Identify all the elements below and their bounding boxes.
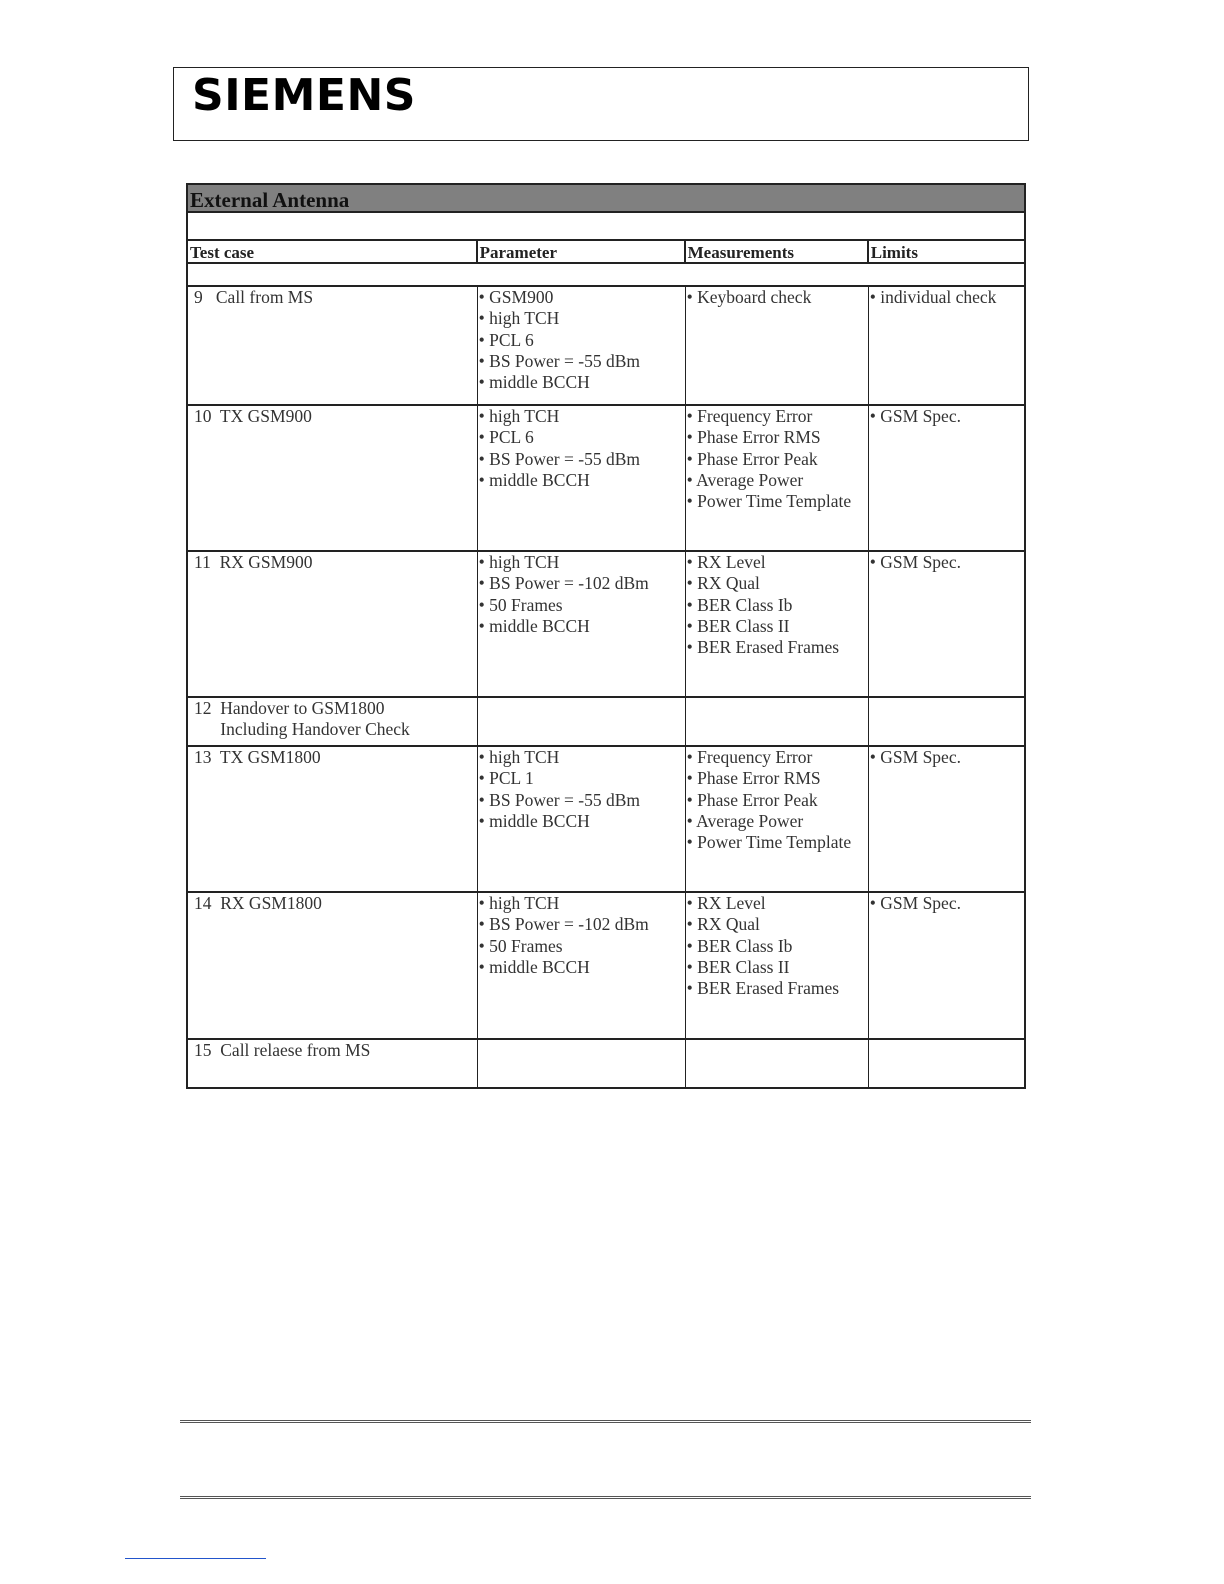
column-header-measurements: Measurements: [686, 241, 869, 262]
measurements-cell: [686, 893, 869, 1038]
list-item: • BER Erased Frames: [687, 637, 868, 658]
list-item: • GSM Spec.: [870, 747, 1024, 768]
test-case-cell: 9 Call from MS: [188, 287, 478, 404]
list-item: • Average Power: [687, 470, 868, 491]
list-item: • PCL 6: [479, 427, 685, 448]
list-item: • 50 Frames: [479, 595, 685, 616]
table-row: [186, 406, 1026, 552]
test-case-cell: 13 TX GSM1800: [188, 747, 478, 891]
list-item: • RX Qual: [687, 914, 868, 935]
list-item: • BER Class Ib: [687, 595, 868, 616]
list-item: • Power Time Template: [687, 491, 868, 512]
table-row: [186, 1040, 1026, 1089]
list-item: • Phase Error RMS: [687, 427, 868, 448]
list-item: • Phase Error Peak: [687, 449, 868, 470]
list-item: • Frequency Error: [687, 406, 868, 427]
list-item: • BS Power = -102 dBm: [479, 573, 685, 594]
list-item: • BER Class II: [687, 616, 868, 637]
limits-cell: [869, 552, 1024, 696]
list-item: • middle BCCH: [479, 372, 685, 393]
table-row: [186, 893, 1026, 1040]
list-item: • individual check: [870, 287, 1024, 308]
limits-cell: [869, 893, 1024, 1038]
table-body: [186, 287, 1026, 1089]
test-case-cell: 12 Handover to GSM1800 Including Handover Check: [188, 698, 478, 745]
limits-cell: [869, 287, 1024, 404]
list-item: • Power Time Template: [687, 832, 868, 853]
list-item: • Average Power: [687, 811, 868, 832]
measurements-cell: [686, 552, 869, 696]
limits-cell: [869, 698, 1024, 745]
footer-rule-bottom: [180, 1496, 1031, 1499]
limits-cell: [869, 747, 1024, 891]
list-item: • RX Level: [687, 552, 868, 573]
list-item: • BS Power = -55 dBm: [479, 449, 685, 470]
table-header: [186, 239, 1026, 264]
header-box: [173, 67, 1029, 141]
list-item: • RX Level: [687, 893, 868, 914]
list-item: • high TCH: [479, 308, 685, 329]
list-item: • high TCH: [479, 406, 685, 427]
list-item: • PCL 1: [479, 768, 685, 789]
column-header-test-case: Test case: [188, 241, 478, 262]
list-item: • GSM Spec.: [870, 552, 1024, 573]
list-item: • BS Power = -55 dBm: [479, 351, 685, 372]
list-item: • BER Erased Frames: [687, 978, 868, 999]
test-table: [186, 183, 1026, 1089]
parameter-cell: [478, 747, 686, 891]
parameter-cell: [478, 893, 686, 1038]
table-row: [186, 747, 1026, 893]
list-item: • GSM Spec.: [870, 406, 1024, 427]
table-spacer: [186, 213, 1026, 239]
test-case-cell: 14 RX GSM1800: [188, 893, 478, 1038]
parameter-cell: [478, 698, 686, 745]
footer-rule-top: [180, 1420, 1031, 1423]
limits-cell: [869, 406, 1024, 550]
list-item: • middle BCCH: [479, 957, 685, 978]
list-item: • GSM Spec.: [870, 893, 1024, 914]
list-item: • BER Class Ib: [687, 936, 868, 957]
link-underline[interactable]: [125, 1558, 266, 1559]
table-title: External Antenna: [186, 183, 1026, 213]
parameter-cell: [478, 287, 686, 404]
list-item: • BER Class II: [687, 957, 868, 978]
parameter-cell: [478, 1040, 686, 1087]
list-item: • BS Power = -55 dBm: [479, 790, 685, 811]
test-case-cell: 10 TX GSM900: [188, 406, 478, 550]
table-row: [186, 552, 1026, 698]
column-header-parameter: Parameter: [478, 241, 686, 262]
list-item: • high TCH: [479, 893, 685, 914]
list-item: • Phase Error Peak: [687, 790, 868, 811]
list-item: • middle BCCH: [479, 616, 685, 637]
list-item: • Phase Error RMS: [687, 768, 868, 789]
list-item: • 50 Frames: [479, 936, 685, 957]
list-item: • middle BCCH: [479, 811, 685, 832]
list-item: • GSM900: [479, 287, 685, 308]
list-item: • RX Qual: [687, 573, 868, 594]
measurements-cell: [686, 698, 869, 745]
list-item: • BS Power = -102 dBm: [479, 914, 685, 935]
list-item: • high TCH: [479, 747, 685, 768]
list-item: • middle BCCH: [479, 470, 685, 491]
measurements-cell: [686, 747, 869, 891]
list-item: • Frequency Error: [687, 747, 868, 768]
table-row: [186, 698, 1026, 747]
siemens-logo: SIEMENS: [192, 70, 416, 121]
table-row: [186, 287, 1026, 406]
test-case-cell: 11 RX GSM900: [188, 552, 478, 696]
list-item: • Keyboard check: [687, 287, 868, 308]
list-item: • high TCH: [479, 552, 685, 573]
measurements-cell: [686, 287, 869, 404]
measurements-cell: [686, 406, 869, 550]
parameter-cell: [478, 406, 686, 550]
limits-cell: [869, 1040, 1024, 1087]
list-item: • PCL 6: [479, 330, 685, 351]
test-case-cell: 15 Call relaese from MS: [188, 1040, 478, 1087]
parameter-cell: [478, 552, 686, 696]
measurements-cell: [686, 1040, 869, 1087]
table-spacer: [186, 264, 1026, 287]
column-header-limits: Limits: [870, 243, 918, 262]
